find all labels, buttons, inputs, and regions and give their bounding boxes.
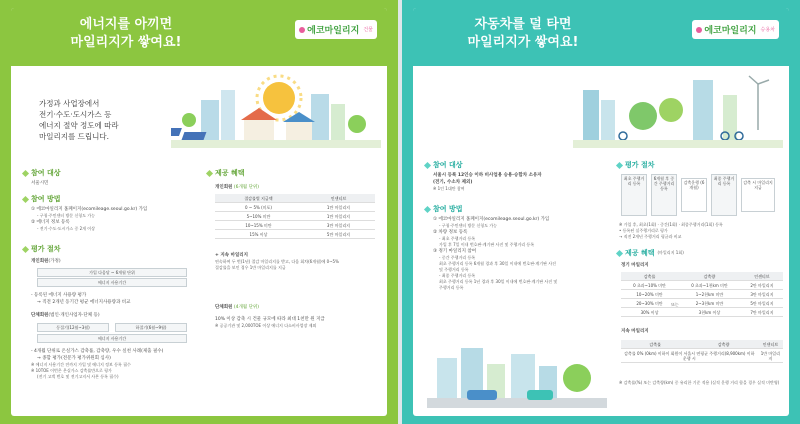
table-cell: 1만 마일리지 [302, 203, 375, 212]
grp-desc: 10% 이상 감축 시 건물 규모에 따라 최대 1천만 원 지급 [215, 317, 325, 322]
r-target [433, 172, 613, 192]
table-cell: 10~20% 미만 [621, 290, 678, 299]
table-cell: 3천km 이상 [678, 308, 741, 317]
diamond-icon [22, 169, 29, 176]
note-line: → 직전 2개년 주행거리 평균과 비교 [619, 234, 682, 239]
table-cell: 2~3천km 미만 [678, 299, 741, 308]
right-title-line1: 자동차를 덜 타면 [474, 17, 572, 32]
table-cell: 0 초과~1천km 미만 [678, 281, 741, 290]
r-section-target [425, 160, 463, 170]
table-cell: 0 ~ 5% (미포) [215, 203, 302, 212]
flow-box: 동절기(12월~3월) [37, 323, 109, 332]
keep-mileage [215, 252, 380, 271]
section-method [23, 194, 61, 204]
table-cell: 5~10% 미만 [215, 212, 302, 221]
table-cell: 2만 마일리지 [741, 281, 783, 290]
method-note: 및 주행거리 등록 [439, 267, 469, 272]
keep-title: + 지속 마일리지 [215, 253, 248, 258]
method-note: - 구청·주민센터 방문 신청도 가능 [37, 213, 96, 218]
left-logo-sub: 건물 [363, 27, 373, 33]
table-header: 절감률별 지급액 [215, 194, 302, 203]
table-cell: 감축률 0% (0km) 이하이 회원이 서울시 연평균 주행거리(8,900km) 이하 운행 시 [621, 349, 758, 363]
r-section-eval [617, 160, 655, 170]
table-cell: 1만 마일리지 [758, 349, 783, 363]
method-step: ② 차량 정보 등록 [433, 230, 468, 235]
desc-line: → 직전 2개년 동기간 평균 에너지사용량과 비교 [37, 300, 131, 305]
leaf-icon [299, 27, 305, 33]
right-header [413, 8, 789, 66]
group-note: (법인·개인사업자·단체 등) [48, 313, 100, 318]
right-card [413, 8, 789, 416]
intro-line: 에너지 절약 정도에 따라 [39, 121, 119, 130]
right-title-line2: 마일리지가 쌓여요! [467, 35, 579, 50]
r-section-benefit-label: 제공 혜택 [625, 249, 655, 257]
keep-title: 지속 마일리지 [621, 329, 649, 334]
benefit-ind-text: 개인회원 [215, 185, 233, 190]
group-label-text: 단체회원 [31, 313, 49, 318]
diamond-icon [616, 249, 623, 256]
r-section-method-label: 참여 방법 [433, 205, 463, 213]
individual-desc [31, 292, 206, 306]
note-line: ※ 가입 후, 최초(1회) · 중간(1회) · 최종주행거리(1회) 등록 [619, 222, 723, 227]
keep-note: ※ 감축률(%) 또는 감축량(km) 중 유리한 기준 적용 (실적 운행 거리 합을 경우 실적 미반영) [619, 380, 780, 385]
left-title-line1: 에너지를 아끼면 [79, 17, 173, 32]
table-header-row [621, 272, 783, 281]
benefit-grp-text: 단체회원 [215, 305, 233, 310]
desc-line: - 등록된 에너지 사용량 평가 [31, 293, 87, 298]
table-cell: 10~15% 미만 [215, 221, 302, 230]
flow-step: 최초 주행거리 등록 [621, 174, 647, 216]
table-row [215, 212, 375, 221]
diamond-icon [206, 169, 213, 176]
flow-box: 하절기(6월~9월) [115, 323, 187, 332]
r-method-list [433, 216, 611, 291]
city-energy-illustration [171, 70, 381, 148]
method-step: ③ 정기 마일리지 참여 [433, 249, 477, 254]
left-header [11, 8, 387, 66]
diamond-icon [424, 161, 431, 168]
flow-step: 감축운행 (6개월) [681, 178, 707, 212]
note-line: ※ 에너지 사용기간 전까지 가입 및 에너지 정보 등록 필수 [31, 362, 131, 367]
method-note: - 최초 주행거리 등록 [439, 236, 476, 241]
method-step: ② 에너지 정보 등록 [31, 220, 70, 225]
keep-desc: 절감률을 보인 경우 1만 마일리지를 지급 [215, 265, 286, 270]
table-cell: 15% 이상 [215, 230, 302, 239]
table-cell: 3만 마일리지 [302, 221, 375, 230]
right-logo-text: 에코마일리지 [704, 26, 757, 36]
intro-line: 전기·수도·도시가스 등 [39, 110, 112, 119]
desc-line: - 4개월 단위로 온실가스 감축률, 감축량, 우수 실천 사례(제출 필수) [31, 349, 164, 354]
left-intro [39, 98, 179, 142]
right-panel [402, 0, 800, 424]
target-text: 서울시민 [31, 181, 49, 186]
diamond-icon [22, 195, 29, 202]
table-header: 인센티브 [302, 194, 375, 203]
table-cell: 7만 마일리지 [741, 308, 783, 317]
table-cell: 5만 마일리지 [302, 230, 375, 239]
table-cell: 1만 마일리지 [302, 212, 375, 221]
table-cell: 1~2천km 미만 [678, 290, 741, 299]
r-benefit-badge: (마일리지 1회) [657, 250, 684, 255]
method-note: 최초 주행거리 등록 1년 경과 후 30일 이내에 번호판·계기판 사진 및 [439, 279, 558, 284]
eco-town-illustration [427, 338, 607, 410]
individual-label [31, 258, 61, 265]
note-line: • 등록된 실주행거리로 평가 [619, 228, 668, 233]
table-header: 감축률 [621, 272, 678, 281]
section-eval [23, 244, 61, 254]
intro-line: 가정과 사업장에서 [39, 99, 100, 108]
desc-line: → 종합 평가(전문가 평가위원회 심사) [37, 356, 111, 361]
table-row [621, 308, 783, 317]
method-note: - 최종 주행거리 등록 [439, 273, 476, 278]
section-benefit-label: 제공 혜택 [215, 169, 245, 177]
table-row [621, 349, 783, 363]
diamond-icon [22, 245, 29, 252]
table-header-row [215, 194, 375, 203]
table-row [621, 281, 783, 290]
method-note: - 중간 주행거리 등록 [439, 255, 476, 260]
benefit-ind-label [215, 184, 259, 191]
individual-note: (가정) [48, 259, 61, 264]
right-title [443, 16, 603, 52]
keep-mileage-table [621, 340, 783, 363]
r-eval-notes [619, 222, 785, 240]
table-cell: 5만 마일리지 [741, 299, 783, 308]
flow-step: 6개월 후 중간 주행거리 등록 [651, 174, 677, 216]
benefit-grp-label [215, 304, 259, 311]
keep-desc: 연속하여 두 번(1년) 절감 마일리지를 받고, 다음 회차(6개월)에 0~5% [215, 259, 339, 264]
flow-box: 에너지 사용기간 [37, 334, 187, 343]
left-panel [0, 0, 398, 424]
diamond-icon [424, 205, 431, 212]
section-eval-label: 평가 절차 [31, 245, 61, 253]
group-label [31, 312, 100, 319]
table-header: 감축량 [678, 272, 741, 281]
table-header: 인센티브 [758, 340, 783, 349]
right-logo-sub: 승용차 [760, 27, 775, 33]
table-row [621, 299, 783, 308]
table-row [215, 203, 375, 212]
table-cell: 0 초과~10% 미만 [621, 281, 678, 290]
leaf-icon [696, 27, 702, 33]
table-header: 감축률 [621, 340, 689, 349]
diamond-icon [616, 161, 623, 168]
group-desc [31, 348, 211, 380]
regular-mileage-table [621, 272, 783, 317]
table-header: 인센티브 [741, 272, 783, 281]
left-title [51, 16, 201, 52]
left-logo [295, 20, 377, 39]
flow-step: 감축 시 마일리지 지급 [741, 178, 775, 212]
grp-note: ※ 공공기관 및 2,000TOE 이상 에너지 다소비사업장 제외 [215, 323, 317, 328]
table-header-row [621, 340, 783, 349]
reg-title: 정기 마일리지 [621, 263, 649, 268]
method-list [31, 206, 201, 232]
table-cell: 20~30% 미만 [621, 299, 678, 308]
method-note: 주행거리 등록 [439, 285, 464, 290]
table-row [215, 230, 375, 239]
section-target-label: 참여 대상 [31, 169, 61, 177]
section-method-label: 참여 방법 [31, 195, 61, 203]
r-section-benefit [617, 248, 684, 258]
benefit-badge: (6개월 단위) [233, 185, 260, 190]
table-cell: 30% 이상 [621, 308, 678, 317]
method-note: 가입 후 7일 이내 번호판·계기판 사진 및 주행거리 등록 [439, 242, 535, 247]
benefit-table [215, 194, 375, 239]
method-step: ① 에코마일리지 홈페이지(ecomileage.seoul.go.kr) 가입 [31, 207, 148, 212]
left-title-line2: 마일리지가 쌓여요! [70, 35, 182, 50]
left-card [11, 8, 387, 416]
flow-step: 최종 주행거리 등록 [711, 174, 737, 216]
right-logo [692, 20, 779, 39]
method-step: ① 에코마일리지 홈페이지(ecomileage.seoul.go.kr) 가입 [433, 217, 550, 222]
flow-box: 가입 다음달 ~ 6개월 단위 [37, 268, 187, 277]
r-target-line: 서울시 등록 12인승 이하 비사업용 승용·승합차 소유자 [433, 173, 542, 178]
note-line: (전기 고객 번호 및 전기고지서 사본 등록 필수) [37, 374, 119, 379]
individual-label-text: 개인회원 [31, 259, 49, 264]
benefit-grp-desc [215, 316, 383, 329]
method-note: - 구청·주민센터 방문 신청도 가능 [439, 223, 498, 228]
flow-box: 에너지 사용기간 [37, 278, 187, 287]
table-row [621, 290, 783, 299]
note-line: ※ 10TOE 이번은 온실가스 감축률만으로 평가 [31, 368, 112, 373]
table-header: 감축량 [689, 340, 757, 349]
r-target-line: (전기, 수소차 제외) [433, 180, 473, 185]
r-target-note: ※ 1인 1대만 참여 [433, 186, 465, 191]
r-section-eval-label: 평가 절차 [625, 161, 655, 169]
section-target [23, 168, 61, 178]
r-section-method [425, 204, 463, 214]
or-label: 또는 [671, 302, 679, 307]
section-benefit [207, 168, 245, 178]
intro-line: 마일리지를 드립니다. [39, 132, 109, 141]
table-cell: 3만 마일리지 [741, 290, 783, 299]
method-note: 최초 주행거리 등록 6개월 경과 후 30일 이내에 번호판·계기판 사진 [439, 261, 556, 266]
r-section-target-label: 참여 대상 [433, 161, 463, 169]
method-note: - 전기·수도·도시가스 중 2개 이상 [37, 226, 95, 231]
table-row [215, 221, 375, 230]
benefit-grp-badge: (4개월 단위) [233, 305, 260, 310]
green-city-illustration [573, 70, 783, 148]
left-logo-text: 에코마일리지 [307, 26, 360, 36]
